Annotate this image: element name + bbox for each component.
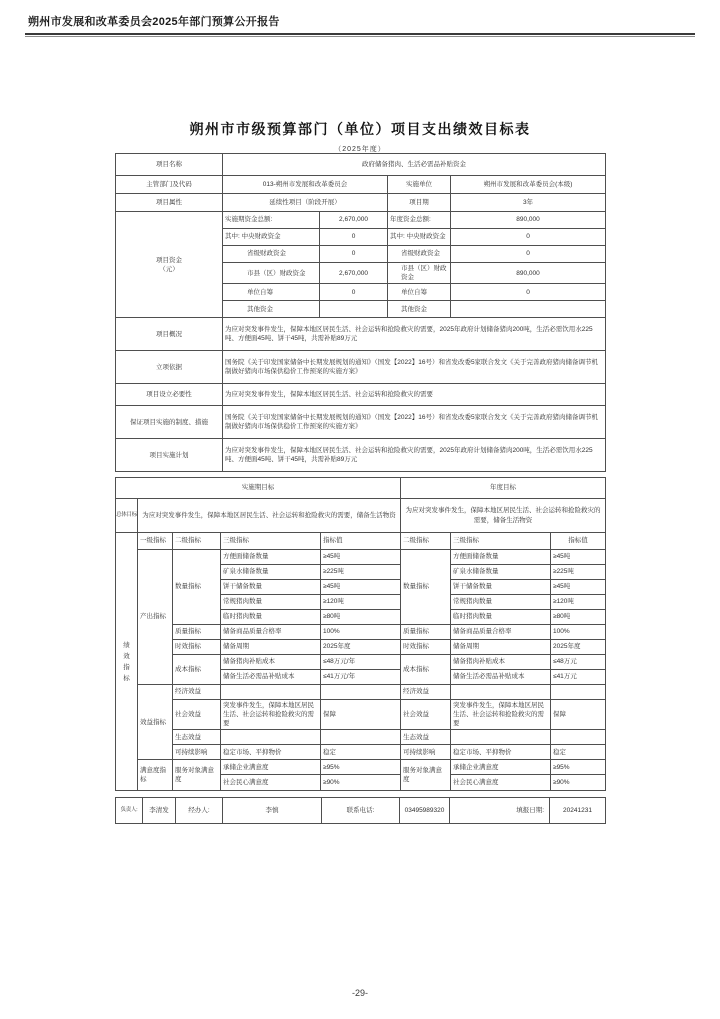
fund-row-label: 其他资金 bbox=[223, 301, 320, 318]
indicator-value-impl: ≤41万元/年 bbox=[321, 670, 401, 685]
level2-cost: 成本指标 bbox=[401, 655, 451, 685]
indicator-name: 临时猪肉数量 bbox=[451, 610, 551, 625]
period-value: 3年 bbox=[451, 194, 606, 212]
performance-indicator-label bbox=[116, 533, 138, 791]
desc-row-label: 项目设立必要性 bbox=[116, 384, 223, 406]
indicator-name: 储备周期 bbox=[451, 640, 551, 655]
indicator-value-annual: 100% bbox=[551, 625, 606, 640]
indicator-value-annual: 2025年度 bbox=[551, 640, 606, 655]
fund-row-label: 单位自筹 bbox=[388, 284, 451, 301]
indicator-name: 突发事件发生，保障本地区居民生活、社会运转和抢险救灾的需要 bbox=[451, 700, 551, 730]
level1-benefit: 效益指标 bbox=[138, 685, 173, 760]
indicator-value-annual: ≤48万元 bbox=[551, 655, 606, 670]
report-title: 朔州市市级预算部门（单位）项目支出绩效目标表 bbox=[189, 121, 531, 137]
col-header-level3: 三级指标 bbox=[221, 533, 321, 550]
fund-row-value: 890,000 bbox=[451, 212, 606, 229]
indicator-name bbox=[451, 730, 551, 745]
signature-table bbox=[115, 797, 606, 824]
indicator-value-annual: ≤41万元 bbox=[551, 670, 606, 685]
dept-label: 主管部门及代码 bbox=[116, 176, 223, 194]
level2-economic: 经济效益 bbox=[173, 685, 221, 700]
level2-quantity: 数量指标 bbox=[401, 550, 451, 625]
annual-header: 年度目标 bbox=[401, 478, 606, 499]
indicator-value-impl: ≥45吨 bbox=[321, 550, 401, 565]
attr-value: 延续性项目（阶段开展） bbox=[223, 194, 388, 212]
desc-row-label: 立项依据 bbox=[116, 351, 223, 384]
desc-row-text: 国务院《关于印发国家储备中长期发展规划的通知》（国发【2022】16号）和省发改委5家联合发文《关于完善政府猪肉储备调节机制做好猪肉市场保供稳价工作预案的实施方案》 bbox=[223, 406, 606, 439]
desc-row-text: 为应对突发事件发生，保障本地区居民生活、社会运转和抢险救灾的需要，2025年政府计划储备猪肉200吨，生活必需饮用水225吨、方便面45吨、饼干45吨，共需补贴89万元 bbox=[223, 318, 606, 351]
level1-output: 产出指标 bbox=[138, 550, 173, 685]
level2-cost: 成本指标 bbox=[173, 655, 221, 685]
level2-service: 服务对象满意度 bbox=[173, 760, 221, 791]
overall-goal-annual: 为应对突发事件发生，保障本地区居民生活、社会运转和抢险救灾的需要，储备生活物资 bbox=[401, 499, 606, 533]
indicator-name bbox=[221, 685, 321, 700]
indicator-value-annual: 稳定 bbox=[551, 745, 606, 760]
fund-row-value: 2,670,000 bbox=[320, 212, 388, 229]
indicator-name: 稳定市场、平抑物价 bbox=[221, 745, 321, 760]
indicator-value-impl: 保障 bbox=[321, 700, 401, 730]
indicator-value-annual: ≥80吨 bbox=[551, 610, 606, 625]
level2-timeliness: 时效指标 bbox=[401, 640, 451, 655]
col-header-level2: 二级指标 bbox=[401, 533, 451, 550]
fund-row-value: 0 bbox=[320, 229, 388, 246]
indicator-name: 承储企业满意度 bbox=[221, 760, 321, 775]
fund-row-value bbox=[451, 301, 606, 318]
impl-period-header: 实施期目标 bbox=[116, 478, 401, 499]
level2-service: 服务对象满意度 bbox=[401, 760, 451, 791]
col-header-value: 指标值 bbox=[551, 533, 606, 550]
fund-row-value: 0 bbox=[320, 284, 388, 301]
indicator-value-impl: ≥80吨 bbox=[321, 610, 401, 625]
indicator-value-impl: ≥45吨 bbox=[321, 580, 401, 595]
indicator-name: 矿泉水储备数量 bbox=[451, 565, 551, 580]
indicator-name: 突发事件发生，保障本地区居民生活、社会运转和抢险救灾的需要 bbox=[221, 700, 321, 730]
indicator-value-annual: ≥90% bbox=[551, 775, 606, 791]
indicator-value-impl: ≥225吨 bbox=[321, 565, 401, 580]
impl-unit-label: 实施单位 bbox=[388, 176, 451, 194]
attr-label: 项目属性 bbox=[116, 194, 223, 212]
indicator-name bbox=[451, 685, 551, 700]
indicator-value-annual: ≥225吨 bbox=[551, 565, 606, 580]
level2-social: 社会效益 bbox=[401, 700, 451, 730]
project-name-label: 项目名称 bbox=[116, 154, 223, 176]
level2-ecological: 生态效益 bbox=[173, 730, 221, 745]
level1-satisfaction: 满意度指标 bbox=[138, 760, 173, 791]
period-label: 项目期 bbox=[388, 194, 451, 212]
col-header-level2: 二级指标 bbox=[173, 533, 221, 550]
indicator-value-impl: 100% bbox=[321, 625, 401, 640]
desc-row-label: 项目概况 bbox=[116, 318, 223, 351]
level2-social: 社会效益 bbox=[173, 700, 221, 730]
indicator-value-annual: 保障 bbox=[551, 700, 606, 730]
fund-row-label: 市县（区）财政资金 bbox=[388, 263, 451, 284]
responsible-label: 负责人: bbox=[116, 798, 143, 824]
handler-name: 李慎 bbox=[223, 798, 322, 824]
desc-row-text: 国务院《关于印发国家储备中长期发展规划的通知》（国发【2022】16号）和省发改委5家联合发文《关于完善政府猪肉储备调节机制做好猪肉市场保供稳价工作预案的实施方案》 bbox=[223, 351, 606, 384]
indicator-name: 储备猪肉补贴成本 bbox=[451, 655, 551, 670]
funds-label-line2: （元） bbox=[159, 265, 179, 273]
level2-ecological: 生态效益 bbox=[401, 730, 451, 745]
level2-sustainable: 可持续影响 bbox=[173, 745, 221, 760]
indicator-name: 稳定市场、平抑物价 bbox=[451, 745, 551, 760]
level2-sustainable: 可持续影响 bbox=[401, 745, 451, 760]
report-year: （2025年度） bbox=[334, 146, 386, 153]
desc-row-text: 为应对突发事件发生，保障本地区居民生活、社会运转和抢险救灾的需要，2025年政府计划储备猪肉200吨，生活必需饮用水225吨、方便面45吨、饼干45吨，共需补贴89万元 bbox=[223, 439, 606, 472]
fund-row-label: 实施期资金总额: bbox=[223, 212, 320, 229]
impl-unit-value: 朔州市发展和改革委员会(本级) bbox=[451, 176, 606, 194]
handler-label: 经办人: bbox=[176, 798, 223, 824]
col-header-level3: 三级指标 bbox=[451, 533, 551, 550]
indicator-value-annual: ≥120吨 bbox=[551, 595, 606, 610]
fund-row-label: 其中: 中央财政资金 bbox=[223, 229, 320, 246]
fund-row-value: 0 bbox=[451, 284, 606, 301]
level2-economic: 经济效益 bbox=[401, 685, 451, 700]
indicator-name: 承储企业满意度 bbox=[451, 760, 551, 775]
fund-row-value: 890,000 bbox=[451, 263, 606, 284]
level2-timeliness: 时效指标 bbox=[173, 640, 221, 655]
project-name-value: 政府储备猪肉、生活必需品补贴资金 bbox=[223, 154, 606, 176]
indicator-value-impl: 稳定 bbox=[321, 745, 401, 760]
level2-quality: 质量指标 bbox=[173, 625, 221, 640]
indicator-value-annual: ≥45吨 bbox=[551, 550, 606, 565]
indicator-name: 常规猪肉数量 bbox=[221, 595, 321, 610]
indicator-name: 社会民心满意度 bbox=[221, 775, 321, 791]
fund-row-value: 0 bbox=[320, 246, 388, 263]
performance-target-table bbox=[115, 477, 606, 791]
indicator-value-impl: ≥95% bbox=[321, 760, 401, 775]
dept-value: 013-朔州市发展和改革委员会 bbox=[223, 176, 388, 194]
overall-goal-label: 总体目标 bbox=[116, 499, 138, 533]
fund-row-label: 其他资金 bbox=[388, 301, 451, 318]
desc-row-label: 保证项目实施的制度、措施 bbox=[116, 406, 223, 439]
indicator-name: 矿泉水储备数量 bbox=[221, 565, 321, 580]
indicator-name: 常规猪肉数量 bbox=[451, 595, 551, 610]
indicator-value-annual: ≥95% bbox=[551, 760, 606, 775]
page-number: -29- bbox=[351, 988, 368, 998]
phone-value: 03495989320 bbox=[400, 798, 450, 824]
indicator-name: 储备生活必需品补贴成本 bbox=[221, 670, 321, 685]
indicator-name: 储备猪肉补贴成本 bbox=[221, 655, 321, 670]
fund-row-label: 市县（区）财政资金 bbox=[223, 263, 320, 284]
indicator-value-annual bbox=[551, 730, 606, 745]
fund-row-label: 省级财政资金 bbox=[223, 246, 320, 263]
fund-row-label: 其中: 中央财政资金 bbox=[388, 229, 451, 246]
indicator-name: 储备周期 bbox=[221, 640, 321, 655]
fund-row-value: 0 bbox=[451, 229, 606, 246]
fund-row-label: 单位自筹 bbox=[223, 284, 320, 301]
project-info-table bbox=[115, 153, 606, 472]
indicator-value-impl bbox=[321, 730, 401, 745]
fund-row-label: 省级财政资金 bbox=[388, 246, 451, 263]
date-value: 20241231 bbox=[550, 798, 606, 824]
indicator-name: 方便面储备数量 bbox=[451, 550, 551, 565]
indicator-name: 储备商品质量合格率 bbox=[221, 625, 321, 640]
fund-row-label: 年度资金总额: bbox=[388, 212, 451, 229]
indicator-value-annual bbox=[551, 685, 606, 700]
overall-goal-impl: 为应对突发事件发生，保障本地区居民生活、社会运转和抢险救灾的需要，储备生活物资 bbox=[138, 499, 401, 533]
responsible-name: 李清发 bbox=[143, 798, 176, 824]
performance-indicator-label-text: 绩效指标 bbox=[123, 641, 130, 682]
indicator-value-impl: ≤48万元/年 bbox=[321, 655, 401, 670]
level2-quality: 质量指标 bbox=[401, 625, 451, 640]
level2-quantity: 数量指标 bbox=[173, 550, 221, 625]
header-rule bbox=[25, 33, 695, 37]
indicator-value-impl: ≥120吨 bbox=[321, 595, 401, 610]
col-header-value: 指标值 bbox=[321, 533, 401, 550]
fund-row-value: 0 bbox=[451, 246, 606, 263]
col-header-level1: 一级指标 bbox=[138, 533, 173, 550]
document-header: 朔州市发展和改革委员会2025年部门预算公开报告 bbox=[28, 16, 280, 28]
indicator-name: 储备生活必需品补贴成本 bbox=[451, 670, 551, 685]
indicator-name: 饼干储备数量 bbox=[451, 580, 551, 595]
indicator-name: 饼干储备数量 bbox=[221, 580, 321, 595]
desc-row-label: 项目实施计划 bbox=[116, 439, 223, 472]
indicator-name bbox=[221, 730, 321, 745]
indicator-name: 储备商品质量合格率 bbox=[451, 625, 551, 640]
phone-label: 联系电话: bbox=[322, 798, 400, 824]
desc-row-text: 为应对突发事件发生，保障本地区居民生活、社会运转和抢险救灾的需要 bbox=[223, 384, 606, 406]
fund-row-value bbox=[320, 301, 388, 318]
indicator-name: 方便面储备数量 bbox=[221, 550, 321, 565]
date-label: 填报日期: bbox=[450, 798, 550, 824]
fund-row-value: 2,670,000 bbox=[320, 263, 388, 284]
indicator-value-annual: ≥45吨 bbox=[551, 580, 606, 595]
funds-label bbox=[116, 212, 223, 318]
funds-label-line1: 项目资金 bbox=[156, 256, 182, 264]
indicator-value-impl: ≥90% bbox=[321, 775, 401, 791]
indicator-name: 社会民心满意度 bbox=[451, 775, 551, 791]
indicator-value-impl: 2025年度 bbox=[321, 640, 401, 655]
indicator-value-impl bbox=[321, 685, 401, 700]
indicator-name: 临时猪肉数量 bbox=[221, 610, 321, 625]
